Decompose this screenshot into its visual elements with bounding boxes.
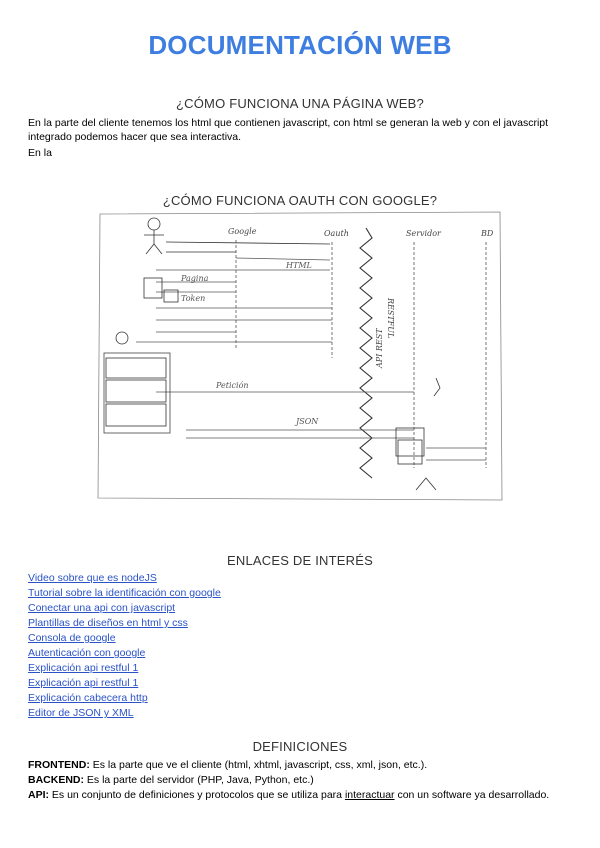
sketch-label-pagina: Pagina [181, 274, 209, 283]
page-title: DOCUMENTACIÓN WEB [148, 30, 452, 60]
web-paragraph-fragment: En la [28, 147, 52, 159]
term-frontend: FRONTEND: [28, 759, 90, 771]
sketch-label-json: JSON [296, 417, 319, 426]
section-heading-oauth: ¿CÓMO FUNCIONA OAUTH CON GOOGLE? [162, 193, 438, 208]
oauth-sketch-diagram [96, 208, 506, 503]
sketch-label-html: HTML [286, 261, 312, 270]
definitions-block [28, 758, 578, 803]
sketch-label-restful: RESTFUL [386, 298, 395, 339]
link-google-identification-tutorial[interactable]: Tutorial sobre la identificación con google [28, 587, 221, 599]
definition-frontend [28, 758, 578, 773]
sketch-label-bd: BD [481, 229, 494, 238]
link-html-css-templates[interactable]: Plantillas de diseños en html y css [28, 617, 188, 629]
link-google-console[interactable]: Consola de google [28, 632, 116, 644]
text-backend: Es la parte del servidor (PHP, Java, Python, etc.) [84, 774, 314, 786]
sketch-label-api-rest: API REST [375, 328, 384, 368]
sketch-label-peticion: Petición [216, 381, 249, 390]
sketch-label-servidor: Servidor [406, 229, 441, 238]
link-json-xml-editor[interactable]: Editor de JSON y XML [28, 707, 134, 719]
definition-api [28, 788, 578, 803]
section-heading-definitions: DEFINICIONES [252, 739, 348, 754]
sketch-label-token: Token [181, 294, 206, 303]
text-api-b: con un software ya desarrollado. [394, 789, 550, 801]
sketch-label-google: Google [228, 227, 257, 236]
section-heading-links: ENLACES DE INTERÉS [227, 553, 373, 568]
link-google-auth[interactable]: Autenticación con google [28, 647, 146, 659]
link-http-header[interactable]: Explicación cabecera http [28, 692, 148, 704]
links-list [28, 571, 221, 721]
term-backend: BACKEND: [28, 774, 84, 786]
definition-backend [28, 773, 578, 788]
text-frontend: Es la parte que ve el cliente (html, xhtml, javascript, css, xml, json, etc.). [89, 759, 428, 771]
term-api: API: [28, 789, 49, 801]
section-heading-web: ¿CÓMO FUNCIONA UNA PÁGINA WEB? [176, 96, 424, 111]
link-api-restful-1b[interactable]: Explicación api restful 1 [28, 677, 139, 689]
link-api-javascript[interactable]: Conectar una api con javascript [28, 602, 176, 614]
text-api-a: Es un conjunto de definiciones y protocolos que se utiliza para [49, 789, 345, 801]
link-nodejs-video[interactable]: Video sobre que es nodeJS [28, 572, 157, 584]
user-figure-icon [144, 218, 164, 254]
sketch-label-oauth: Oauth [324, 229, 349, 238]
link-api-restful-1[interactable]: Explicación api restful 1 [28, 662, 139, 674]
web-paragraph: En la parte del cliente tenemos los html que contienen javascript, con html se generan la web y con el javascript integrado podemos hacer que sea interactiva. [28, 117, 549, 143]
text-api-link: interactuar [344, 789, 395, 801]
